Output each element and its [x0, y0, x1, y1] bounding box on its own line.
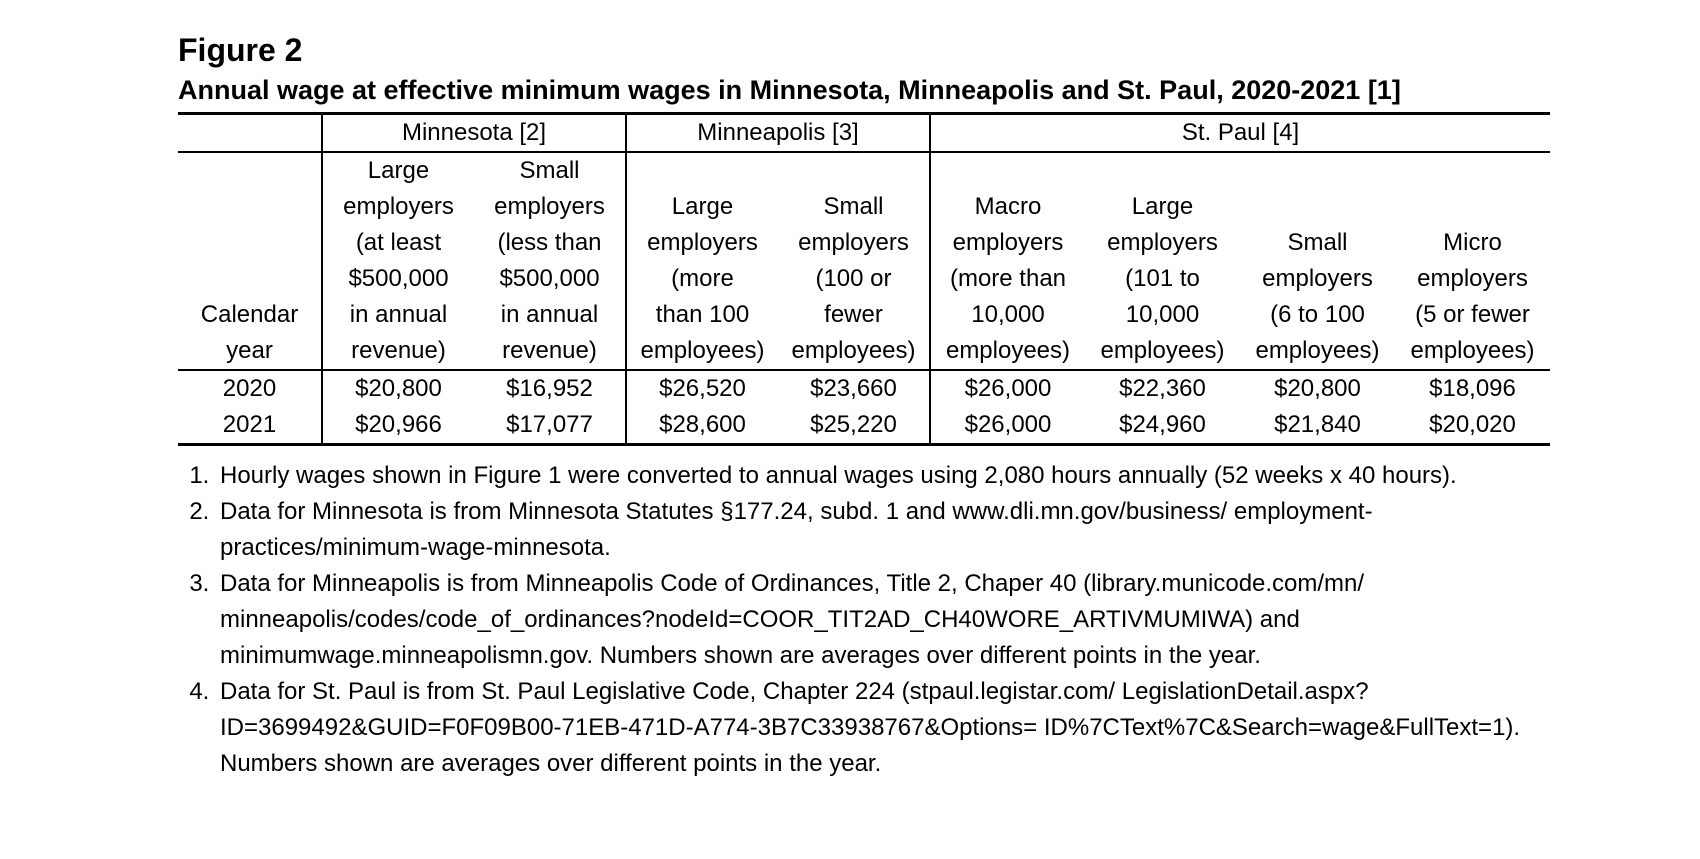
- col-header-line: employees): [1100, 337, 1225, 364]
- col-header-line: Macro: [974, 193, 1042, 220]
- col-header-line: employees): [1255, 337, 1380, 364]
- table-header-row-1: [178, 114, 1550, 153]
- col-header-line: than 100: [655, 301, 750, 328]
- col-header-line: (more: [671, 265, 734, 292]
- col-header-line: Small: [823, 193, 884, 220]
- col-header-line: $500,000: [499, 265, 600, 292]
- wage-cell: $26,000: [930, 370, 1085, 407]
- wage-cell: $26,520: [626, 370, 778, 407]
- col-header-line: Large: [671, 193, 734, 220]
- col-header-line: (at least: [355, 229, 442, 256]
- col-header-line: in annual: [349, 301, 448, 328]
- wage-cell: $16,952: [506, 375, 593, 402]
- wage-cell: $28,600: [626, 407, 778, 445]
- col-header-line: employers: [494, 193, 605, 220]
- wage-cell: $20,966: [322, 407, 474, 445]
- col-header-stp-micro: [1395, 152, 1550, 370]
- footnote-item: 3. Data for Minneapolis is from Minneapolis Code of Ordinances, Title 2, Chaper 40 (library.municode.com/mn/ minneapolis/codes/code_of_ordinances?nodeId=COOR_TIT2AD_CH40WORE_ARTIVMUMIWA) and minimumwage.minneapolismn.gov. Numbers shown are averages over different points in the year.: [216, 566, 1550, 674]
- col-header-stp-small: [1240, 152, 1395, 370]
- wage-table: [178, 112, 1550, 446]
- figure-label: Figure 2: [178, 32, 303, 68]
- col-header-line: Large: [367, 157, 430, 184]
- col-header-line: fewer: [824, 301, 883, 328]
- group-minnesota: Minnesota [2]: [322, 114, 626, 153]
- row-header-spacer: [178, 114, 322, 153]
- wage-cell: $20,020: [1395, 407, 1550, 445]
- wage-cell: $20,800: [1274, 375, 1361, 402]
- footnotes-list: [178, 458, 1550, 782]
- col-header-line: Small: [1287, 229, 1348, 256]
- col-header-mn-small: [474, 152, 626, 370]
- col-header-line: in annual: [500, 301, 599, 328]
- col-header-line: Small: [519, 157, 580, 184]
- col-header-line: employees): [640, 337, 765, 364]
- wage-cell: $26,000: [930, 407, 1085, 445]
- col-header-line: (6 to 100: [1270, 301, 1365, 328]
- wage-cell: $22,360: [1119, 375, 1206, 402]
- footnote-item: 1. Hourly wages shown in Figure 1 were converted to annual wages using 2,080 hours annually (52 weeks x 40 hours).: [216, 458, 1550, 494]
- col-header-line: revenue): [351, 337, 446, 364]
- footnote-item: 2. Data for Minnesota is from Minnesota Statutes §177.24, subd. 1 and www.dli.mn.gov/business/ employment-practices/minimum-wage-minnesota.: [216, 494, 1550, 566]
- group-minneapolis: Minneapolis [3]: [626, 114, 930, 153]
- col-header-line: employers: [1262, 265, 1373, 292]
- col-header-line: employers: [1107, 229, 1218, 256]
- wage-cell: $24,960: [1085, 407, 1240, 445]
- col-header-line: 10,000: [971, 301, 1045, 328]
- col-header-line: 10,000: [1125, 301, 1200, 328]
- table-row: [178, 370, 1550, 407]
- year-cell: 2020: [222, 375, 277, 402]
- row-header-line-2: year: [226, 337, 273, 364]
- table-row: [178, 407, 1550, 445]
- figure-title: Annual wage at effective minimum wages in Minnesota, Minneapolis and St. Paul, 2020-2021 [1]: [178, 75, 1401, 105]
- col-header-line: employers: [343, 193, 454, 220]
- col-header-line: Micro: [1443, 229, 1502, 256]
- col-header-line: employees): [1410, 337, 1535, 364]
- col-header-mpls-large: [626, 152, 778, 370]
- col-header-mpls-small: [778, 152, 930, 370]
- wage-cell: $20,800: [322, 370, 474, 407]
- table-body: [178, 370, 1550, 445]
- wage-cell: $23,660: [810, 375, 897, 402]
- col-header-stp-macro: [930, 152, 1085, 370]
- wage-cell: $25,220: [778, 407, 930, 445]
- col-header-line: revenue): [502, 337, 597, 364]
- wage-cell: $17,077: [474, 407, 626, 445]
- col-header-line: (less than: [497, 229, 602, 256]
- col-header-mn-large: [322, 152, 474, 370]
- col-header-stp-large: [1085, 152, 1240, 370]
- wage-cell: $21,840: [1240, 407, 1395, 445]
- year-cell: 2021: [178, 407, 322, 445]
- col-header-line: $500,000: [348, 265, 449, 292]
- col-header-line: employees): [945, 337, 1071, 364]
- footnote-item: 4. Data for St. Paul is from St. Paul Legislative Code, Chapter 224 (stpaul.legistar.com/ LegislationDetail.aspx?ID=3699492&GUID=F0F09B00-71EB-471D-A774-3B7C33938767&Options= ID%7CText%7C&Search=wage&FullText=1). Numbers shown are averages over different points in the year.: [216, 674, 1550, 782]
- col-header-line: employers: [798, 229, 909, 256]
- col-header-line: (more than: [949, 265, 1067, 292]
- col-header-line: Large: [1131, 193, 1194, 220]
- col-header-line: employers: [952, 229, 1064, 256]
- figure-page: [178, 30, 1550, 782]
- col-header-line: (100 or: [815, 265, 892, 292]
- col-header-line: (5 or fewer: [1415, 301, 1530, 328]
- col-header-line: employees): [791, 337, 916, 364]
- col-header-line: employers: [1417, 265, 1528, 292]
- row-header: [178, 152, 322, 370]
- row-header-line-1: Calendar: [200, 301, 299, 328]
- group-stpaul: St. Paul [4]: [930, 114, 1550, 153]
- col-header-line: (101 to: [1125, 265, 1200, 292]
- wage-cell: $18,096: [1429, 375, 1516, 402]
- col-header-line: employers: [647, 229, 758, 256]
